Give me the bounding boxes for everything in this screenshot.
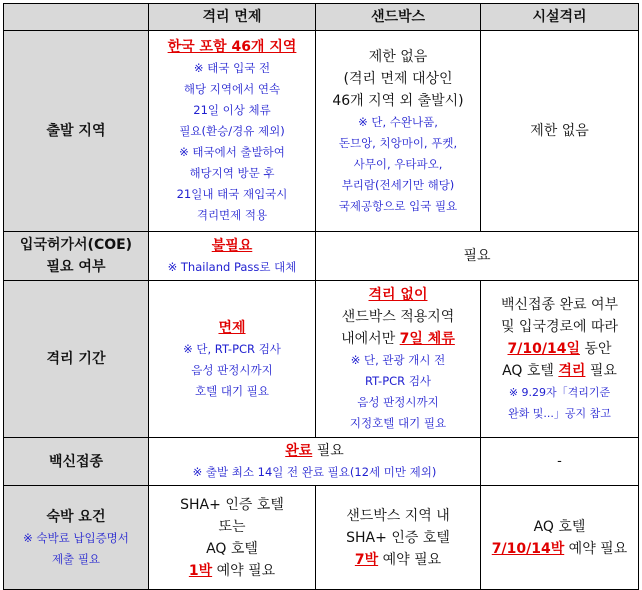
coe-exempt-cell	[149, 232, 316, 281]
period-quarantine-isolation-highlight: 격리	[558, 363, 586, 379]
period-quarantine-line-2: 및 입국경로에 따라	[500, 319, 619, 335]
period-sandbox-stay-highlight: 7일 체류	[399, 331, 455, 347]
coe-label-line-1: 입국허가서(COE)	[19, 237, 133, 253]
row-vaccine	[4, 438, 639, 486]
departure-sandbox-note-3: 사무이, 우타파오,	[353, 156, 443, 171]
vaccine-note: ※ 출발 최소 14일 전 완료 필요(12세 미만 제외)	[192, 465, 437, 479]
departure-exempt-note-4: 필요(환승/경유 제외)	[179, 124, 285, 138]
period-quarantine-note-2: 완화 및...」공지 참고	[508, 407, 611, 420]
row-label-lodging	[4, 486, 149, 590]
period-sandbox-highlight: 격리 없이	[368, 287, 428, 303]
period-exempt-note-2: 음성 판정시까지	[191, 362, 273, 377]
departure-exempt-note-3: 21일 이상 체류	[193, 103, 271, 117]
period-exempt-note-3: 호텔 대기 필요	[195, 383, 269, 398]
coe-exempt-highlight: 불필요	[211, 237, 253, 254]
period-quarantine-days-highlight: 7/10/14일	[507, 341, 580, 357]
lodging-sandbox-line-3	[319, 549, 477, 571]
lodging-sandbox-line-1: 샌드박스 지역 내	[346, 507, 450, 524]
lodging-sandbox-nights-highlight: 7박	[354, 551, 379, 568]
period-quarantine-line-4	[484, 360, 635, 382]
lodging-exempt-line-2: 또는	[218, 518, 246, 535]
lodging-quarantine-suffix: 예약 필요	[564, 540, 628, 557]
lodging-exempt-nights-highlight: 1박	[188, 562, 213, 579]
departure-sandbox-line-3: 46개 지역 외 출발시)	[332, 92, 464, 109]
departure-exempt-note-7: 21일내 태국 재입국시	[176, 187, 288, 201]
period-quarantine-line-3	[484, 338, 635, 360]
departure-exempt-note-8: 격리면제 적용	[196, 208, 268, 222]
period-sandbox-note-4: 지정호텔 대기 필요	[349, 416, 447, 430]
lodging-exempt-line-1: SHA+ 인증 호텔	[180, 496, 284, 513]
lodging-sandbox-line-2: SHA+ 인증 호텔	[346, 529, 450, 546]
vaccine-required-suffix: 필요	[312, 443, 344, 459]
departure-exempt-cell	[149, 31, 316, 232]
period-sandbox-line-2-prefix: 내에서만	[341, 331, 400, 347]
row-label-coe	[4, 232, 149, 281]
lodging-label-note-1: ※ 숙박료 납입증명서	[23, 530, 129, 545]
period-exempt-highlight: 면제	[218, 319, 246, 336]
header-corner-cell	[4, 4, 149, 31]
period-exempt-note-1: ※ 단, RT-PCR 검사	[183, 341, 281, 356]
period-quarantine-line-4-prefix: AQ 호텔	[502, 363, 559, 379]
departure-exempt-highlight: 한국 포함 46개 지역	[167, 39, 297, 55]
departure-exempt-note-1: ※ 태국 입국 전	[193, 61, 271, 75]
row-coe	[4, 232, 639, 281]
lodging-quarantine-nights-highlight: 7/10/14박	[491, 540, 565, 557]
lodging-quarantine-line-2	[484, 538, 635, 560]
period-sandbox-note-2: RT-PCR 검사	[364, 374, 432, 388]
period-quarantine-line-4-suffix: 필요	[585, 363, 617, 379]
departure-exempt-note-6: 해당지역 방문 후	[189, 166, 275, 180]
departure-sandbox-note-1: ※ 단, 수완나품,	[358, 114, 438, 129]
departure-exempt-note-5: ※ 태국에서 출발하여	[179, 145, 285, 159]
row-label-departure: 출발 지역	[4, 31, 149, 232]
row-lodging	[4, 486, 639, 590]
header-exempt: 격리 면제	[149, 4, 316, 31]
lodging-exempt-line-3: AQ 호텔	[206, 540, 258, 557]
lodging-exempt-suffix: 예약 필요	[212, 562, 276, 579]
period-quarantine-note-1: ※ 9.29자「격리기준	[508, 386, 611, 399]
row-label-period: 격리 기간	[4, 281, 149, 438]
row-label-vaccine: 백신접종	[4, 438, 149, 486]
table-header-row	[4, 4, 639, 31]
coe-required-cell: 필요	[316, 232, 639, 281]
lodging-quarantine-line-1: AQ 호텔	[533, 518, 586, 535]
period-sandbox-line-1: 샌드박스 적용지역	[341, 309, 455, 325]
coe-label-line-2: 필요 여부	[46, 259, 106, 275]
departure-sandbox-line-2: (격리 면제 대상인	[343, 70, 453, 87]
period-sandbox-cell	[316, 281, 481, 438]
period-sandbox-note-1: ※ 단, 관광 개시 전	[350, 353, 446, 367]
period-sandbox-line-2	[319, 328, 477, 350]
lodging-quarantine-cell	[481, 486, 639, 590]
header-sandbox: 샌드박스	[316, 4, 481, 31]
period-quarantine-line-1: 백신접종 완료 여부	[500, 297, 619, 313]
lodging-label: 숙박 요건	[46, 508, 106, 525]
lodging-label-note-2: 제출 필요	[51, 551, 101, 566]
coe-exempt-note: ※ Thailand Pass로 대체	[167, 259, 297, 274]
departure-sandbox-note-5: 국제공항으로 입국 필요	[338, 198, 458, 213]
lodging-sandbox-suffix: 예약 필요	[378, 551, 442, 568]
departure-sandbox-line-1: 제한 없음	[368, 48, 428, 65]
vaccine-quarantine-cell: -	[481, 438, 639, 486]
row-departure	[4, 31, 639, 232]
header-quarantine: 시설격리	[481, 4, 639, 31]
entry-requirements-table	[3, 3, 639, 590]
period-sandbox-note-3: 음성 판정시까지	[357, 395, 439, 409]
period-quarantine-days-suffix: 동안	[579, 341, 612, 357]
period-exempt-cell	[149, 281, 316, 438]
vaccine-merged-cell	[149, 438, 481, 486]
departure-sandbox-note-4: 부리람(전세기만 해당)	[341, 177, 455, 192]
period-quarantine-cell	[481, 281, 639, 438]
lodging-exempt-cell	[149, 486, 316, 590]
vaccine-requirement-line	[152, 440, 477, 462]
lodging-exempt-line-4	[152, 560, 312, 582]
departure-quarantine-cell: 제한 없음	[481, 31, 639, 232]
departure-sandbox-note-2: 돈므앙, 치앙마이, 푸켓,	[338, 135, 458, 150]
departure-exempt-note-2: 해당 지역에서 연속	[183, 82, 281, 96]
lodging-sandbox-cell	[316, 486, 481, 590]
departure-sandbox-cell	[316, 31, 481, 232]
row-period	[4, 281, 639, 438]
vaccine-complete-highlight: 완료	[285, 443, 313, 459]
